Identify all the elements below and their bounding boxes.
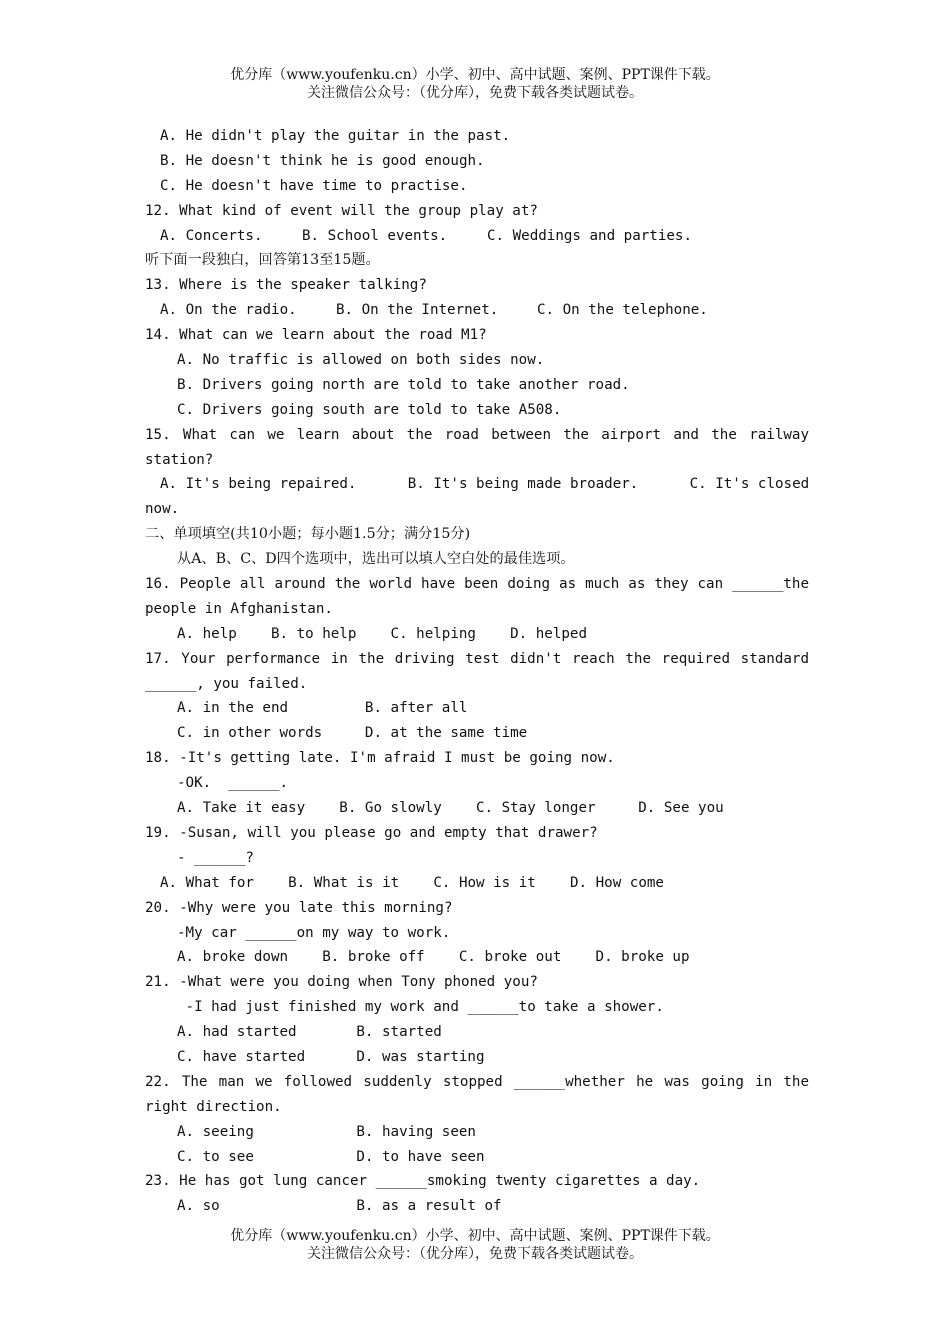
footer-line-2: 关注微信公众号：（优分库），免费下载各类试题试卷。 xyxy=(307,1246,643,1262)
q22-options-row-1: A. seeing B. having seen xyxy=(177,1123,476,1140)
q17-stem-line-1: 17. Your performance in the driving test didn't reach the required standard xyxy=(145,650,809,667)
q16-stem-line-1: 16. People all around the world have been doing as much as they can ______the xyxy=(145,576,809,593)
page-header xyxy=(0,66,950,102)
q14-option-a: A. No traffic is allowed on both sides now. xyxy=(177,352,545,369)
q12-option-a: A. Concerts. xyxy=(160,227,263,244)
q12-options xyxy=(145,224,809,249)
q16-stem-line-2: people in Afghanistan. xyxy=(145,600,333,617)
q23-options-row-1: A. so B. as a result of xyxy=(177,1198,502,1215)
q13-options xyxy=(145,298,809,323)
header-line-1: 优分库（www.youfenku.cn）小学、初中、高中试题、案例、PPT课件下载。 xyxy=(230,67,720,83)
q20-options: A. broke down B. broke off C. broke out D. broke up xyxy=(177,949,690,966)
q21-options-row-2: C. have started D. was starting xyxy=(177,1048,485,1065)
q14-stem: 14. What can we learn about the road M1? xyxy=(145,327,487,344)
q22-options-row-2: C. to see D. to have seen xyxy=(177,1148,485,1165)
q17-options-row-1: A. in the end B. after all xyxy=(177,700,468,717)
monologue-intro: 听下面一段独白，回答第13至15题。 xyxy=(145,252,380,269)
q11-option-a: A. He didn't play the guitar in the past. xyxy=(160,128,511,144)
q11-option-b: B. He doesn't think he is good enough. xyxy=(160,152,485,169)
section-2-title: 二、单项填空(共10小题；每小题1.5分；满分15分) xyxy=(145,526,471,543)
q11-option-c: C. He doesn't have time to practise. xyxy=(160,177,468,194)
q12-stem: 12. What kind of event will the group play at? xyxy=(145,202,538,219)
q20-stem-line-2: -My car ______on my way to work. xyxy=(177,924,451,941)
page-footer xyxy=(0,1227,950,1263)
q17-options-row-2: C. in other words D. at the same time xyxy=(177,725,528,742)
q13-option-b: B. On the Internet. xyxy=(336,302,499,319)
q14-option-b: B. Drivers going north are told to take another road. xyxy=(177,376,630,393)
q15-options-line-2: now. xyxy=(145,501,180,518)
q18-stem-line-1: 18. -It's getting late. I'm afraid I must be going now. xyxy=(145,750,615,767)
section-2-instruction: 从A、B、C、D四个选项中，选出可以填人空白处的最佳选项。 xyxy=(177,551,575,568)
q17-stem-line-2: ______, you failed. xyxy=(145,675,308,692)
q19-stem-line-1: 19. -Susan, will you please go and empty that drawer? xyxy=(145,824,598,841)
q19-stem-line-2: - ______? xyxy=(177,849,254,866)
q21-options-row-1: A. had started B. started xyxy=(177,1024,442,1041)
q15-stem-line-2: station? xyxy=(145,451,214,468)
q20-stem-line-1: 20. -Why were you late this morning? xyxy=(145,899,453,916)
q19-options: A. What for B. What is it C. How is it D. How come xyxy=(160,874,664,891)
q18-stem-line-2: -OK. ______. xyxy=(177,775,289,792)
q12-option-c: C. Weddings and parties. xyxy=(487,227,692,244)
q15-options-line-1: A. It's being repaired. B. It's being made broader. C. It's closed xyxy=(160,476,810,493)
q22-stem-line-1: 22. The man we followed suddenly stopped ______whether he was going in the xyxy=(145,1073,809,1090)
footer-line-1: 优分库（www.youfenku.cn）小学、初中、高中试题、案例、PPT课件下载。 xyxy=(230,1228,720,1244)
q14-option-c: C. Drivers going south are told to take A508. xyxy=(177,401,562,418)
q23-stem: 23. He has got lung cancer ______smoking twenty cigarettes a day. xyxy=(145,1173,701,1190)
q12-option-b: B. School events. xyxy=(302,227,448,244)
q21-stem-line-1: 21. -What were you doing when Tony phoned you? xyxy=(145,974,538,991)
exam-content xyxy=(145,124,809,1219)
q18-options: A. Take it easy B. Go slowly C. Stay longer D. See you xyxy=(177,800,724,817)
q13-option-c: C. On the telephone. xyxy=(537,302,708,319)
header-line-2: 关注微信公众号：（优分库），免费下载各类试题试卷。 xyxy=(307,85,643,101)
q15-stem-line-1: 15. What can we learn about the road between the airport and the railway xyxy=(145,426,809,443)
q21-stem-line-2: -I had just finished my work and ______to take a shower. xyxy=(177,999,664,1016)
q13-option-a: A. On the radio. xyxy=(160,302,297,319)
q13-stem: 13. Where is the speaker talking? xyxy=(145,277,427,294)
q22-stem-line-2: right direction. xyxy=(145,1098,282,1115)
q16-options: A. help B. to help C. helping D. helped xyxy=(177,625,587,642)
